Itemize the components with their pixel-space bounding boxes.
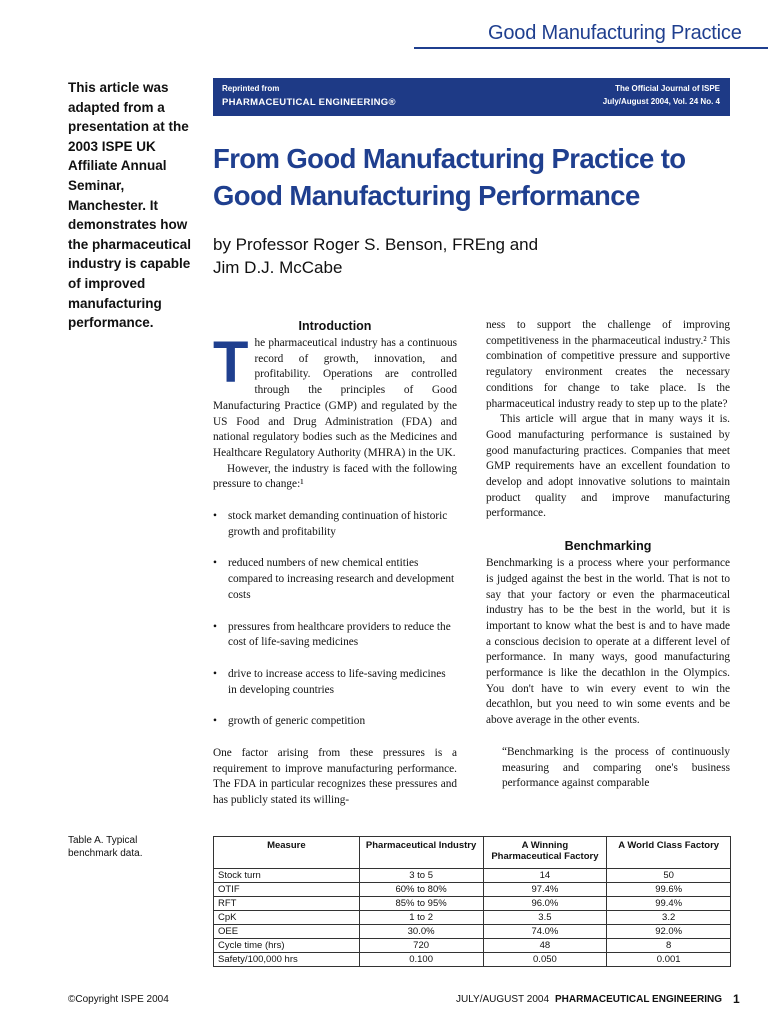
table-row: Cycle time (hrs) 720 48 8 bbox=[214, 939, 731, 953]
article-title: From Good Manufacturing Practice to Good Manufacturing Performance bbox=[213, 143, 686, 211]
article-authors bbox=[213, 233, 733, 279]
footer-copyright: ©Copyright ISPE 2004 bbox=[68, 994, 169, 1005]
section-heading-introduction: Introduction bbox=[298, 319, 372, 333]
table-row: OTIF 60% to 80% 97.4% 99.6% bbox=[214, 883, 731, 897]
authors-line-2: Jim D.J. McCabe bbox=[213, 258, 343, 277]
table-caption: Table A. Typical benchmark data. bbox=[68, 835, 143, 859]
table-row: Stock turn 3 to 5 14 50 bbox=[214, 869, 731, 883]
list-item: • pressures from healthcare providers to reduce the cost of life-saving medicines bbox=[213, 620, 451, 649]
list-item: • drive to increase access to life-saving medicines in developing countries bbox=[213, 667, 446, 696]
table-row: RFT 85% to 95% 96.0% 99.4% bbox=[214, 897, 731, 911]
intro-paragraph-2: However, the industry is faced with the following pressure to change:¹ bbox=[213, 462, 457, 491]
col2-paragraph-2: This article will argue that in many ways it is. Good manufacturing performance is sustained by good manufacturing practices. Companies that meet GMP requirements have an excellent foundation to develop and adopt innovative solutions to maintain product quality and improve manufacturing performance. bbox=[486, 413, 730, 520]
sidebar-note: This article was adapted from a presentation at the 2003 ISPE UK Affiliate Annual Seminar, Manchester. It demonstrates how the pharmaceutical industry is capable of improved manufacturing performance. bbox=[68, 80, 192, 331]
bullet-icon: • bbox=[213, 667, 217, 680]
table-row: Safety/100,000 hrs 0.100 0.050 0.001 bbox=[214, 953, 731, 967]
bullet-icon: • bbox=[213, 510, 217, 523]
page-number: 1 bbox=[733, 992, 740, 1006]
benchmark-table bbox=[213, 836, 731, 967]
header-pharma-industry: Pharmaceutical Industry bbox=[359, 837, 483, 869]
bullet-icon: • bbox=[213, 557, 217, 570]
banner-journal: PHARMACEUTICAL ENGINEERING® bbox=[222, 97, 396, 108]
column-right bbox=[486, 318, 730, 792]
drop-cap: T bbox=[213, 330, 249, 395]
header-rule bbox=[414, 47, 768, 49]
running-title: Good Manufacturing Practice bbox=[488, 22, 742, 44]
footer-issue-date: JULY/AUGUST 2004 bbox=[456, 994, 550, 1005]
journal-banner bbox=[213, 78, 730, 116]
footer-issue bbox=[456, 994, 722, 1005]
footer-journal: PHARMACEUTICAL ENGINEERING bbox=[555, 994, 723, 1005]
banner-official: The Official Journal of ISPE bbox=[615, 84, 720, 93]
benchmarking-quote: “Benchmarking is the process of continuously measuring and comparing one's business performance against comparable bbox=[502, 745, 730, 790]
table-row: CpK 1 to 2 3.5 3.2 bbox=[214, 911, 731, 925]
benchmarking-paragraph: Benchmarking is a process where your performance is judged against the best in the world. That is not to say that your factory or even the pharmaceutical industry has to be the best in the world, but it is important to know what the best is and to have made a conscious decision to operate at a different level of performance. In many ways, good manufacturing performance is like the decathlon in the Olympics. You don't have to win every event to win the decathlon, but you need to win some events and be above average in the other events. bbox=[486, 557, 730, 727]
header-world-class: A World Class Factory bbox=[607, 837, 731, 869]
pressure-list bbox=[213, 509, 457, 730]
header-winning-factory: A Winning Pharmaceutical Factory bbox=[483, 837, 607, 869]
section-heading-benchmarking: Benchmarking bbox=[564, 539, 652, 554]
bullet-icon: • bbox=[213, 620, 217, 633]
col2-paragraph-1: ness to support the challenge of improving competitiveness in the pharmaceutical industry.² This combination of competitive pressure and supportive regulatory environment creates the necessary conditions for change to take place. Is the pharmaceutical industry ready to step up to the plate? bbox=[486, 319, 730, 410]
header-measure: Measure bbox=[214, 837, 360, 869]
authors-line-1: by Professor Roger S. Benson, FREng and bbox=[213, 235, 539, 254]
intro-paragraph-3: One factor arising from these pressures is a requirement to improve manufacturing performance. The FDA in particular recognizes these pressures and has publicly stated its willing- bbox=[213, 747, 457, 807]
list-item: • growth of generic competition bbox=[213, 714, 457, 730]
column-left bbox=[213, 318, 457, 809]
table-header-row bbox=[214, 837, 731, 869]
table-row: OEE 30.0% 74.0% 92.0% bbox=[214, 925, 731, 939]
bullet-icon: • bbox=[213, 715, 217, 728]
list-item: • reduced numbers of new chemical entities compared to increasing research and development costs bbox=[213, 557, 455, 601]
banner-issue: July/August 2004, Vol. 24 No. 4 bbox=[602, 97, 720, 106]
intro-paragraph-1: he pharmaceutical industry has a continuous record of growth, innovation, and profitability. Operations are controlled through the principles of Good Manufacturing Practice (GMP) and regulated by the US Food and Drug Administration (FDA) and national regulatory bodies such as the Medicines and Healthcare Regulatory Authority (MHRA) in the UK. bbox=[213, 337, 457, 459]
banner-reprinted: Reprinted from bbox=[222, 84, 280, 93]
list-item: • stock market demanding continuation of historic growth and profitability bbox=[213, 510, 448, 538]
